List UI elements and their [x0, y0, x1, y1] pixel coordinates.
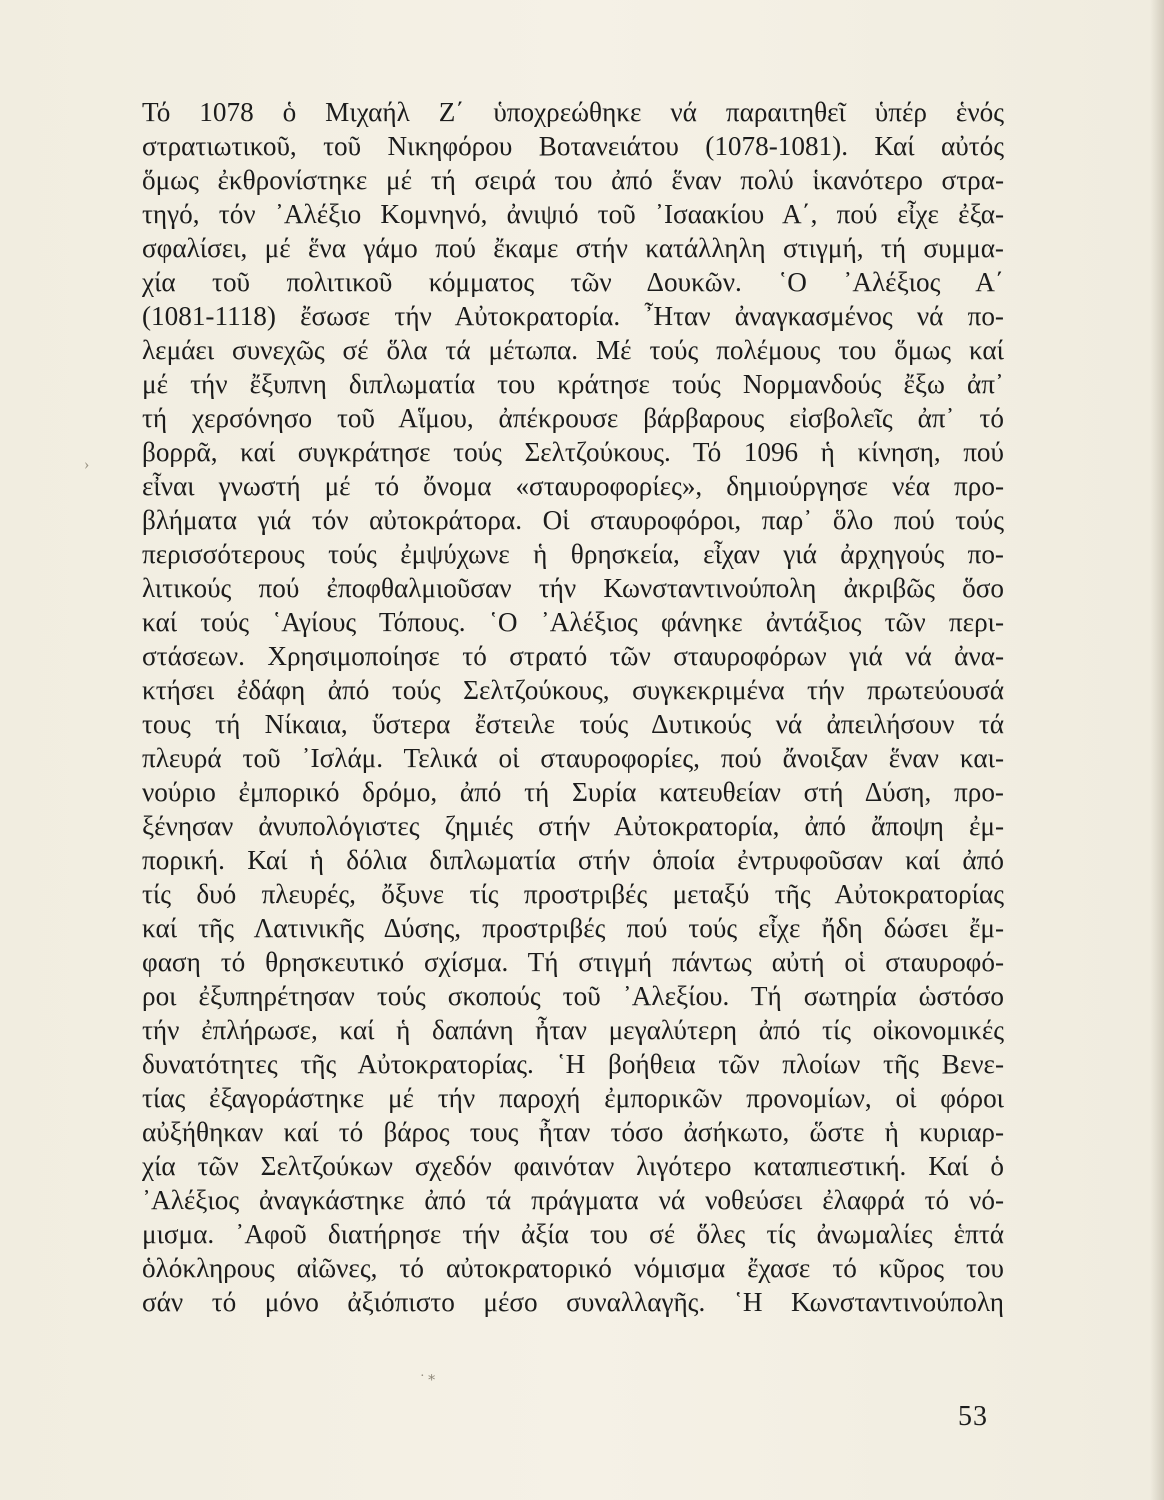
page-number: 53 — [958, 1401, 988, 1432]
text-line: τηγό, τόν ᾿Αλέξιο Κομνηνό, ἀνιψιό τοῦ ᾿Ισαακίου Α΄, πού εἶχε ἐξα- — [142, 199, 1004, 229]
text-line: τους τή Νίκαια, ὕστερα ἔστειλε τούς Δυτικούς νά ἀπειλήσουν τά — [142, 709, 1004, 739]
text-line: τήν ἐπλήρωσε, καί ἡ δαπάνη ἦταν μεγαλύτερη ἀπό τίς οἰκονομικές — [142, 1015, 1004, 1045]
text-line: (1081-1118) ἔσωσε τήν Αὐτοκρατορία. ῏Ηταν ἀναγκασμένος νά πο- — [142, 301, 1004, 331]
text-line: χία τῶν Σελτζούκων σχεδόν φαινόταν λιγότερο καταπιεστική. Καί ὁ — [142, 1151, 1004, 1181]
text-line: τίς δυό πλευρές, ὄξυνε τίς προστριβές μεταξύ τῆς Αὐτοκρατορίας — [142, 879, 1004, 909]
text-line: ροι ἐξυπηρέτησαν τούς σκοπούς τοῦ ᾿Αλεξίου. Τή σωτηρία ὡστόσο — [142, 981, 1004, 1011]
text-line: Τό 1078 ὁ Μιχαήλ Ζ΄ ὑποχρεώθηκε νά παραιτηθεῖ ὑπέρ ἑνός — [142, 97, 1004, 127]
text-line: ὁλόκληρους αἰῶνες, τό αὐτοκρατορικό νόμισμα ἔχασε τό κῦρος του — [142, 1253, 1004, 1283]
text-line: βορρᾶ, καί συγκράτησε τούς Σελτζούκους. Τό 1096 ἡ κίνηση, πού — [142, 437, 1004, 467]
text-line: αὐξήθηκαν καί τό βάρος τους ἦταν τόσο ἀσήκωτο, ὥστε ἡ κυριαρ- — [142, 1117, 1004, 1147]
margin-arrow-mark: › — [84, 456, 90, 473]
text-line: πλευρά τοῦ ᾿Ισλάμ. Τελικά οἱ σταυροφορίες, πού ἄνοιξαν ἕναν και- — [142, 743, 1004, 773]
text-line: νούριο ἐμπορικό δρόμο, ἀπό τή Συρία κατευθείαν στή Δύση, προ- — [142, 777, 1004, 807]
text-line: βλήματα γιά τόν αὐτοκράτορα. Οἱ σταυροφόροι, παρ᾿ ὅλο πού τούς — [142, 505, 1004, 535]
body-text — [142, 95, 1004, 1319]
text-line: στάσεων. Χρησιμοποίησε τό στρατό τῶν σταυροφόρων γιά νά ἀνα- — [142, 641, 1004, 671]
text-line: λιτικούς πού ἐποφθαλμιοῦσαν τήν Κωνσταντινούπολη ἀκριβῶς ὅσο — [142, 573, 1004, 603]
text-line: τίας ἐξαγοράστηκε μέ τήν παροχή ἐμπορικῶν προνομίων, οἱ φόροι — [142, 1083, 1004, 1113]
page-binding-shadow — [1150, 0, 1164, 1500]
text-line: ᾿Αλέξιος ἀναγκάστηκε ἀπό τά πράγματα νά νοθεύσει ἐλαφρά τό νό- — [142, 1185, 1004, 1215]
text-line: μέ τήν ἔξυπνη διπλωματία του κράτησε τούς Νορμανδούς ἔξω ἀπ᾿ — [142, 369, 1004, 399]
text-line: μισμα. ᾿Αφοῦ διατήρησε τήν ἀξία του σέ ὅλες τίς ἀνωμαλίες ἑπτά — [142, 1219, 1004, 1249]
print-smudge-mark: · ⁎ — [420, 1369, 436, 1384]
text-line: σάν τό μόνο ἀξιόπιστο μέσο συναλλαγῆς. ῾Η Κωνσταντινούπολη — [142, 1287, 1004, 1317]
text-line: περισσότερους τούς ἐμψύχωνε ἡ θρησκεία, εἶχαν γιά ἀρχηγούς πο- — [142, 539, 1004, 569]
text-line: στρατιωτικοῦ, τοῦ Νικηφόρου Βοτανειάτου (1078-1081). Καί αὐτός — [142, 131, 1004, 161]
text-line: καί τούς ῾Αγίους Τόπους. ῾Ο ᾿Αλέξιος φάνηκε ἀντάξιος τῶν περι- — [142, 607, 1004, 637]
text-line: καί τῆς Λατινικῆς Δύσης, προστριβές πού τούς εἶχε ἤδη δώσει ἔμ- — [142, 913, 1004, 943]
text-line: χία τοῦ πολιτικοῦ κόμματος τῶν Δουκῶν. ῾Ο ᾿Αλέξιος Α΄ — [142, 267, 1004, 297]
text-line: φαση τό θρησκευτικό σχίσμα. Τή στιγμή πάντως αὐτή οἱ σταυροφό- — [142, 947, 1004, 977]
text-line: πορική. Καί ἡ δόλια διπλωματία στήν ὁποία ἐντρυφοῦσαν καί ἀπό — [142, 845, 1004, 875]
text-line: λεμάει συνεχῶς σέ ὅλα τά μέτωπα. Μέ τούς πολέμους του ὅμως καί — [142, 335, 1004, 365]
text-line: ξένησαν ἀνυπολόγιστες ζημιές στήν Αὐτοκρατορία, ἀπό ἄποψη ἐμ- — [142, 811, 1004, 841]
text-line: κτήσει ἐδάφη ἀπό τούς Σελτζούκους, συγκεκριμένα τήν πρωτεύουσά — [142, 675, 1004, 705]
text-line: σφαλίσει, μέ ἕνα γάμο πού ἔκαμε στήν κατάλληλη στιγμή, τή συμμα- — [142, 233, 1004, 263]
text-line: εἶναι γνωστή μέ τό ὄνομα «σταυροφορίες», δημιούργησε νέα προ- — [142, 471, 1004, 501]
text-line: ὅμως ἐκθρονίστηκε μέ τή σειρά του ἀπό ἕναν πολύ ἱκανότερο στρα- — [142, 165, 1004, 195]
text-line: τή χερσόνησο τοῦ Αἵμου, ἀπέκρουσε βάρβαρους εἰσβολεῖς ἀπ᾿ τό — [142, 403, 1004, 433]
text-line: δυνατότητες τῆς Αὐτοκρατορίας. ῾Η βοήθεια τῶν πλοίων τῆς Βενε- — [142, 1049, 1004, 1079]
